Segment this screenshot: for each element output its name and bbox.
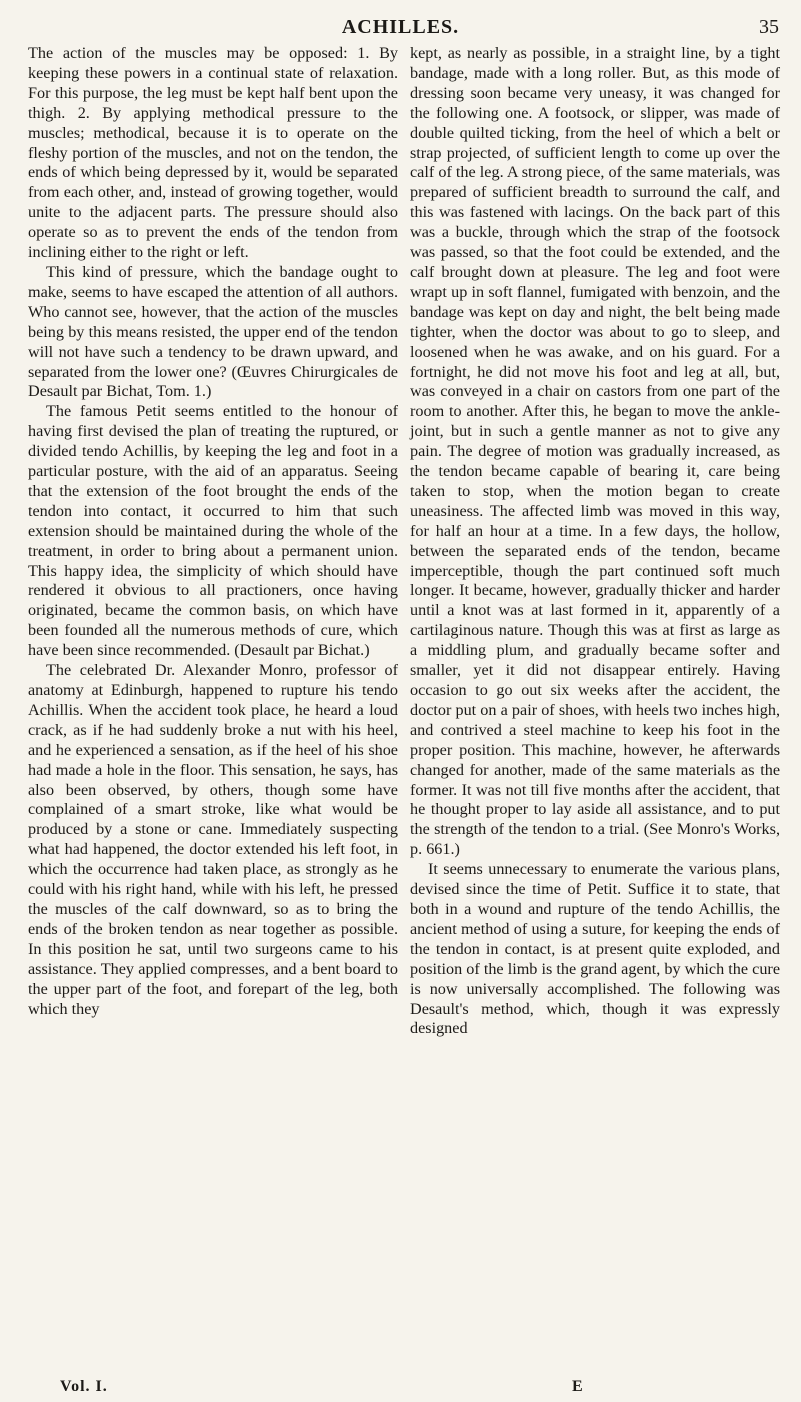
text-columns [28,44,780,1039]
page-number: 35 [759,16,779,38]
page-header [0,6,801,46]
right-column [410,44,780,1039]
paragraph: kept, as nearly as possible, in a straight line, by a tight bandage, made with a long roller. But, as this mode of dressing soon became very uneasy, it was changed for the following one. A footsock, or slipper, was made of double quilted ticking, from the heel of which a belt or strap projected, of sufficient length to come up over the calf of the leg. A strong piece, of the same materials, was prepared of sufficient breadth to surround the calf, and this was fastened with lacings. On the back part of this was a buckle, through which the strap of the footsock was passed, so that the foot could be extended, and the calf brought down at pleasure. The leg and foot were wrapt up in soft flannel, fumigated with benzoin, and the bandage was kept on day and night, the belt being made tighter, when the doctor was about to go to sleep, and loosened when he was awake, and on his guard. For a fortnight, he did not move his foot and leg at all, but, was conveyed in a chair on castors from one part of the room to another. After this, he began to move the ankle-joint, but in such a gentle manner as not to give any pain. The degree of motion was gradually increased, as the tendon became capable of bearing it, care being taken to stop, when the motion began to create uneasiness. The affected limb was moved in this way, for half an hour at a time. In a few days, the hollow, between the separated ends of the tendon, became imperceptible, though the part continued soft much longer. It became, however, gradually thicker and harder until a knot was at last formed in it, apparently of a cartilaginous nature. Though this was at first as large as a middling plum, and gradually became softer and smaller, yet it did not disappear entirely. Having occasion to go out six weeks after the accident, the doctor put on a pair of shoes, with heels two inches high, and contrived a steel machine to keep his foot in the proper position. This machine, however, he afterwards changed for another, made of the same materials as the former. It was not till five months after the accident, that he thought proper to lay aside all assistance, and to put the strength of the tendon to a trial. (See Monro's Works, p. 661.) [410,44,780,859]
paragraph: The action of the muscles may be opposed: 1. By keeping these powers in a continual state of relaxation. For this purpose, the leg must be kept half bent upon the thigh. 2. By applying methodical pressure to the muscles; methodical, because it is to operate on the fleshy portion of the muscles, and not on the tendon, the ends of which being depressed by it, would be separated from each other, and, instead of growing together, would unite to the adjacent parts. The pressure should also operate so as to prevent the ends of the tendon from inclining either to the right or left. [28,44,398,262]
paragraph: The famous Petit seems entitled to the honour of having first devised the plan of treating the ruptured, or divided tendo Achillis, by keeping the leg and foot in a particular posture, with the aid of an apparatus. Seeing that the extension of the foot brought the ends of the tendon into contact, it occurred to him that such extension should be maintained during the whole of the treatment, in order to bring about a permanent union. This happy idea, the simplicity of which should have rendered it obvious to all practioners, once having originated, became the common basis, on which have been founded all the numerous methods of cure, which have been since recommended. (Desault par Bichat.) [28,402,398,660]
paragraph: The celebrated Dr. Alexander Monro, professor of anatomy at Edinburgh, happened to rupture his tendo Achillis. When the accident took place, he heard a loud crack, as if he had suddenly broke a nut with his heel, and he experienced a sensation, as if the heel of his shoe had made a hole in the floor. This sensation, he says, has also been observed, by others, though some have complained of a smart stroke, like what would be produced by a stone or cane. Immediately suspecting what had happened, the doctor extended his left foot, in which the occurrence had taken place, as strongly as he could with his right hand, while with his left, he pressed the muscles of the calf downward, so as to bring the ends of the broken tendon as near together as possible. In this position he sat, until two surgeons came to his assistance. They applied compresses, and a bent board to the upper part of the foot, and forepart of the leg, both which they [28,661,398,1018]
page-footer [0,1378,801,1400]
left-column [28,44,398,1039]
running-head: ACHILLES. [341,16,460,38]
paragraph: This kind of pressure, which the bandage ought to make, seems to have escaped the attention of all authors. Who cannot see, however, that the action of the muscles being by this means resisted, the upper end of the tendon will not have such a tendency to be drawn upward, and separated from the lower one? (Œuvres Chirurgicales de Desault par Bichat, Tom. 1.) [28,262,398,401]
signature-mark: E [572,1378,583,1395]
paragraph: It seems unnecessary to enumerate the various plans, devised since the time of Petit. Suffice it to state, that both in a wound and rupture of the tendo Achillis, the ancient method of using a suture, for keeping the ends of the tendon in contact, is at present quite exploded, and position of the limb is the grand agent, by which the cure is now universally accomplished. The following was Desault's method, which, though it was expressly designed [410,860,780,1038]
volume-mark: Vol. I. [60,1378,108,1395]
